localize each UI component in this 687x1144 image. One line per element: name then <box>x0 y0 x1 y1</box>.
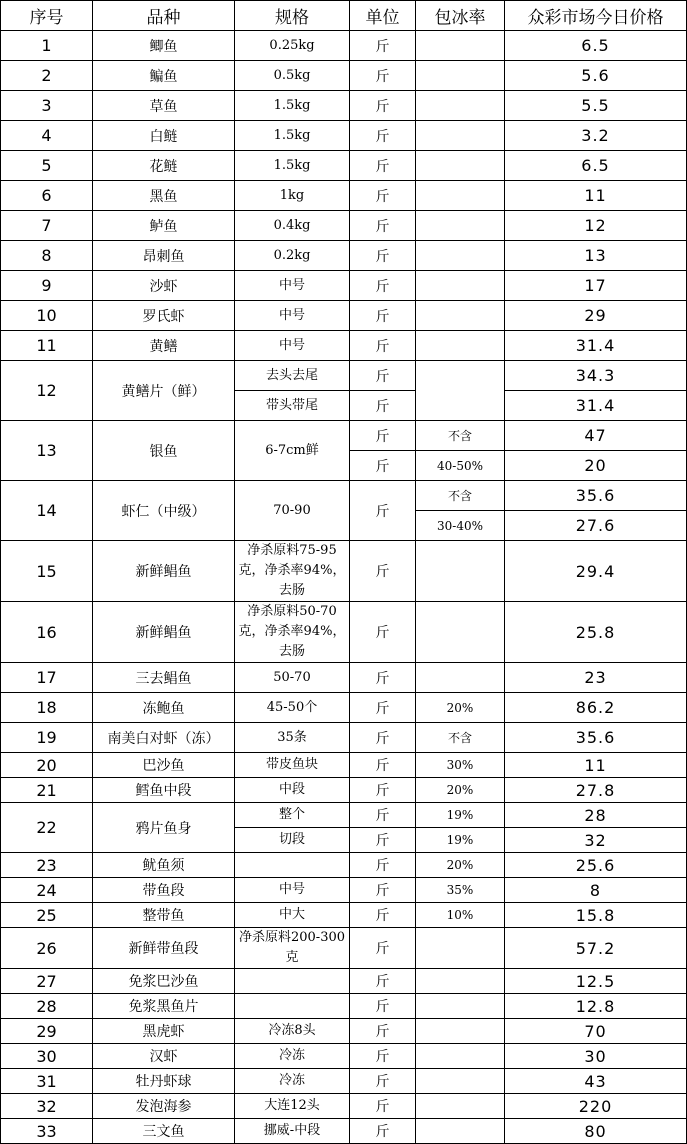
header-no: 序号 <box>1 1 93 31</box>
cell-unit: 斤 <box>350 481 416 541</box>
cell-ice: 30-40% <box>416 511 505 541</box>
header-name: 品种 <box>93 1 235 31</box>
cell-spec: 6-7cm鲜 <box>235 421 350 481</box>
cell-ice <box>416 1019 505 1044</box>
cell-name: 草鱼 <box>93 91 235 121</box>
cell-name: 罗氏虾 <box>93 301 235 331</box>
cell-name: 黑鱼 <box>93 181 235 211</box>
cell-ice <box>416 181 505 211</box>
cell-unit: 斤 <box>350 1044 416 1069</box>
cell-no: 10 <box>1 301 93 331</box>
cell-unit: 斤 <box>350 602 416 663</box>
cell-name: 鲫鱼 <box>93 31 235 61</box>
cell-no: 6 <box>1 181 93 211</box>
cell-name: 新鲜鲳鱼 <box>93 602 235 663</box>
cell-name: 昂刺鱼 <box>93 241 235 271</box>
cell-no: 19 <box>1 723 93 753</box>
cell-name: 鳊鱼 <box>93 61 235 91</box>
cell-price: 25.6 <box>505 853 687 878</box>
cell-no: 3 <box>1 91 93 121</box>
cell-no: 13 <box>1 421 93 481</box>
cell-unit: 斤 <box>350 753 416 778</box>
table-row <box>1 778 687 803</box>
cell-unit: 斤 <box>350 878 416 903</box>
cell-unit: 斤 <box>350 903 416 928</box>
cell-no: 17 <box>1 663 93 693</box>
cell-ice: 35% <box>416 878 505 903</box>
cell-price: 20 <box>505 451 687 481</box>
cell-no: 23 <box>1 853 93 878</box>
cell-unit: 斤 <box>350 969 416 994</box>
cell-price: 27.8 <box>505 778 687 803</box>
cell-ice <box>416 663 505 693</box>
cell-name: 黄鳝 <box>93 331 235 361</box>
cell-name: 三文鱼 <box>93 1119 235 1144</box>
cell-unit: 斤 <box>350 803 416 828</box>
cell-ice <box>416 241 505 271</box>
cell-spec: 45-50个 <box>235 693 350 723</box>
cell-unit: 斤 <box>350 361 416 391</box>
cell-name: 汉虾 <box>93 1044 235 1069</box>
cell-unit: 斤 <box>350 663 416 693</box>
table-row <box>1 241 687 271</box>
table-row <box>1 1069 687 1094</box>
table-row <box>1 1044 687 1069</box>
cell-price: 57.2 <box>505 928 687 969</box>
cell-name: 沙虾 <box>93 271 235 301</box>
table-row <box>1 853 687 878</box>
cell-ice: 不含 <box>416 481 505 511</box>
table-row <box>1 151 687 181</box>
cell-spec: 0.5kg <box>235 61 350 91</box>
table-row <box>1 753 687 778</box>
cell-ice: 19% <box>416 828 505 853</box>
cell-name: 整带鱼 <box>93 903 235 928</box>
cell-ice <box>416 151 505 181</box>
cell-no: 14 <box>1 481 93 541</box>
cell-price: 28 <box>505 803 687 828</box>
cell-ice <box>416 271 505 301</box>
cell-price: 12.5 <box>505 969 687 994</box>
table-row <box>1 31 687 61</box>
cell-ice <box>416 1069 505 1094</box>
cell-ice <box>416 994 505 1019</box>
table-row <box>1 121 687 151</box>
cell-ice <box>416 301 505 331</box>
cell-price: 29 <box>505 301 687 331</box>
table-row <box>1 1094 687 1119</box>
cell-spec: 50-70 <box>235 663 350 693</box>
cell-ice <box>416 928 505 969</box>
cell-no: 18 <box>1 693 93 723</box>
cell-price: 86.2 <box>505 693 687 723</box>
cell-price: 43 <box>505 1069 687 1094</box>
cell-no: 4 <box>1 121 93 151</box>
cell-name: 新鲜鲳鱼 <box>93 541 235 602</box>
table-row <box>1 211 687 241</box>
cell-no: 9 <box>1 271 93 301</box>
cell-price: 6.5 <box>505 151 687 181</box>
cell-ice: 不含 <box>416 421 505 451</box>
cell-no: 29 <box>1 1019 93 1044</box>
cell-price: 13 <box>505 241 687 271</box>
cell-spec: 冷冻 <box>235 1069 350 1094</box>
cell-price: 220 <box>505 1094 687 1119</box>
cell-price: 25.8 <box>505 602 687 663</box>
cell-no: 1 <box>1 31 93 61</box>
cell-spec: 整个 <box>235 803 350 828</box>
cell-spec: 中号 <box>235 331 350 361</box>
table-row <box>1 693 687 723</box>
cell-price: 35.6 <box>505 481 687 511</box>
cell-unit: 斤 <box>350 828 416 853</box>
cell-unit: 斤 <box>350 778 416 803</box>
cell-name: 银鱼 <box>93 421 235 481</box>
cell-unit: 斤 <box>350 331 416 361</box>
header-row <box>1 1 687 31</box>
cell-price: 5.5 <box>505 91 687 121</box>
cell-name: 花鲢 <box>93 151 235 181</box>
cell-unit: 斤 <box>350 451 416 481</box>
cell-unit: 斤 <box>350 271 416 301</box>
cell-name: 黄鳝片（鲜） <box>93 361 235 421</box>
cell-spec <box>235 994 350 1019</box>
cell-unit: 斤 <box>350 121 416 151</box>
cell-no: 15 <box>1 541 93 602</box>
header-unit: 单位 <box>350 1 416 31</box>
cell-spec: 1.5kg <box>235 91 350 121</box>
cell-spec: 1.5kg <box>235 121 350 151</box>
cell-price: 30 <box>505 1044 687 1069</box>
cell-no: 30 <box>1 1044 93 1069</box>
cell-ice <box>416 91 505 121</box>
table-row <box>1 994 687 1019</box>
table-row <box>1 481 687 511</box>
cell-no: 32 <box>1 1094 93 1119</box>
cell-price: 23 <box>505 663 687 693</box>
cell-price: 35.6 <box>505 723 687 753</box>
cell-unit: 斤 <box>350 91 416 121</box>
cell-price: 12 <box>505 211 687 241</box>
cell-name: 免浆巴沙鱼 <box>93 969 235 994</box>
table-row <box>1 271 687 301</box>
cell-unit: 斤 <box>350 151 416 181</box>
cell-ice <box>416 61 505 91</box>
cell-name: 鳕鱼中段 <box>93 778 235 803</box>
cell-unit: 斤 <box>350 1094 416 1119</box>
cell-spec <box>235 969 350 994</box>
cell-name: 冻鲍鱼 <box>93 693 235 723</box>
table-row <box>1 361 687 391</box>
cell-name: 鲈鱼 <box>93 211 235 241</box>
cell-ice: 19% <box>416 803 505 828</box>
table-row <box>1 928 687 969</box>
cell-unit: 斤 <box>350 301 416 331</box>
cell-spec: 中大 <box>235 903 350 928</box>
cell-price: 34.3 <box>505 361 687 391</box>
cell-unit: 斤 <box>350 928 416 969</box>
cell-no: 7 <box>1 211 93 241</box>
cell-no: 31 <box>1 1069 93 1094</box>
table-row <box>1 803 687 828</box>
cell-ice <box>416 1119 505 1144</box>
table-row <box>1 903 687 928</box>
header-ice: 包冰率 <box>416 1 505 31</box>
cell-name: 免浆黑鱼片 <box>93 994 235 1019</box>
cell-spec: 0.2kg <box>235 241 350 271</box>
cell-price: 17 <box>505 271 687 301</box>
table-row <box>1 331 687 361</box>
cell-spec: 0.4kg <box>235 211 350 241</box>
cell-spec: 去头去尾 <box>235 361 350 391</box>
cell-spec: 中号 <box>235 301 350 331</box>
cell-unit: 斤 <box>350 211 416 241</box>
cell-price: 8 <box>505 878 687 903</box>
cell-spec: 35条 <box>235 723 350 753</box>
cell-no: 5 <box>1 151 93 181</box>
table-row <box>1 61 687 91</box>
cell-price: 29.4 <box>505 541 687 602</box>
cell-no: 20 <box>1 753 93 778</box>
cell-ice: 20% <box>416 853 505 878</box>
cell-price: 47 <box>505 421 687 451</box>
cell-spec: 大连12头 <box>235 1094 350 1119</box>
cell-unit: 斤 <box>350 31 416 61</box>
cell-ice: 20% <box>416 693 505 723</box>
cell-price: 11 <box>505 181 687 211</box>
cell-name: 黑虎虾 <box>93 1019 235 1044</box>
cell-ice <box>416 969 505 994</box>
cell-spec: 净杀原料75-95克，净杀率94%，去肠 <box>235 541 350 602</box>
cell-spec <box>235 853 350 878</box>
cell-price: 32 <box>505 828 687 853</box>
cell-spec: 0.25kg <box>235 31 350 61</box>
cell-price: 80 <box>505 1119 687 1144</box>
cell-unit: 斤 <box>350 1019 416 1044</box>
cell-spec: 净杀原料200-300克 <box>235 928 350 969</box>
cell-spec: 挪威-中段 <box>235 1119 350 1144</box>
cell-spec: 中号 <box>235 271 350 301</box>
cell-name: 鸦片鱼身 <box>93 803 235 853</box>
table-row <box>1 301 687 331</box>
cell-ice: 10% <box>416 903 505 928</box>
table-row <box>1 1119 687 1144</box>
cell-price: 70 <box>505 1019 687 1044</box>
cell-no: 28 <box>1 994 93 1019</box>
cell-unit: 斤 <box>350 1119 416 1144</box>
cell-no: 2 <box>1 61 93 91</box>
cell-price: 31.4 <box>505 391 687 421</box>
cell-ice <box>416 211 505 241</box>
table-row <box>1 969 687 994</box>
table-row <box>1 878 687 903</box>
cell-no: 21 <box>1 778 93 803</box>
cell-no: 16 <box>1 602 93 663</box>
cell-ice <box>416 541 505 602</box>
cell-unit: 斤 <box>350 1069 416 1094</box>
cell-spec: 中段 <box>235 778 350 803</box>
cell-price: 3.2 <box>505 121 687 151</box>
cell-price: 27.6 <box>505 511 687 541</box>
cell-name: 发泡海参 <box>93 1094 235 1119</box>
table-row <box>1 1019 687 1044</box>
table-row <box>1 421 687 451</box>
cell-unit: 斤 <box>350 181 416 211</box>
cell-spec: 1.5kg <box>235 151 350 181</box>
cell-ice <box>416 1094 505 1119</box>
cell-ice: 40-50% <box>416 451 505 481</box>
cell-ice: 20% <box>416 778 505 803</box>
cell-unit: 斤 <box>350 853 416 878</box>
table-row <box>1 91 687 121</box>
cell-ice <box>416 1044 505 1069</box>
cell-spec: 切段 <box>235 828 350 853</box>
header-price: 众彩市场今日价格 <box>505 1 687 31</box>
cell-name: 虾仁（中级） <box>93 481 235 541</box>
cell-no: 26 <box>1 928 93 969</box>
cell-no: 11 <box>1 331 93 361</box>
table-row <box>1 602 687 663</box>
cell-unit: 斤 <box>350 994 416 1019</box>
cell-no: 8 <box>1 241 93 271</box>
cell-unit: 斤 <box>350 541 416 602</box>
cell-no: 24 <box>1 878 93 903</box>
cell-name: 南美白对虾（冻） <box>93 723 235 753</box>
cell-spec: 冷冻8头 <box>235 1019 350 1044</box>
table-row <box>1 663 687 693</box>
cell-ice <box>416 331 505 361</box>
cell-unit: 斤 <box>350 61 416 91</box>
cell-ice <box>416 31 505 61</box>
table-row <box>1 723 687 753</box>
cell-spec: 带头带尾 <box>235 391 350 421</box>
cell-spec: 冷冻 <box>235 1044 350 1069</box>
cell-ice <box>416 361 505 421</box>
header-spec: 规格 <box>235 1 350 31</box>
cell-name: 白鲢 <box>93 121 235 151</box>
cell-ice <box>416 121 505 151</box>
cell-no: 25 <box>1 903 93 928</box>
cell-spec: 中号 <box>235 878 350 903</box>
cell-price: 11 <box>505 753 687 778</box>
cell-name: 鱿鱼须 <box>93 853 235 878</box>
cell-no: 22 <box>1 803 93 853</box>
cell-name: 带鱼段 <box>93 878 235 903</box>
cell-spec: 70-90 <box>235 481 350 541</box>
cell-ice: 不含 <box>416 723 505 753</box>
cell-ice: 30% <box>416 753 505 778</box>
cell-unit: 斤 <box>350 723 416 753</box>
cell-no: 12 <box>1 361 93 421</box>
cell-no: 33 <box>1 1119 93 1144</box>
table-row <box>1 181 687 211</box>
cell-price: 5.6 <box>505 61 687 91</box>
table-row <box>1 541 687 602</box>
cell-name: 新鲜带鱼段 <box>93 928 235 969</box>
cell-name: 三去鲳鱼 <box>93 663 235 693</box>
cell-price: 31.4 <box>505 331 687 361</box>
cell-unit: 斤 <box>350 693 416 723</box>
cell-name: 牡丹虾球 <box>93 1069 235 1094</box>
cell-price: 12.8 <box>505 994 687 1019</box>
cell-unit: 斤 <box>350 241 416 271</box>
cell-unit: 斤 <box>350 391 416 421</box>
cell-spec: 1kg <box>235 181 350 211</box>
cell-spec: 净杀原料50-70克，净杀率94%，去肠 <box>235 602 350 663</box>
cell-price: 6.5 <box>505 31 687 61</box>
cell-spec: 带皮鱼块 <box>235 753 350 778</box>
cell-name: 巴沙鱼 <box>93 753 235 778</box>
cell-price: 15.8 <box>505 903 687 928</box>
cell-unit: 斤 <box>350 421 416 451</box>
cell-no: 27 <box>1 969 93 994</box>
cell-ice <box>416 602 505 663</box>
